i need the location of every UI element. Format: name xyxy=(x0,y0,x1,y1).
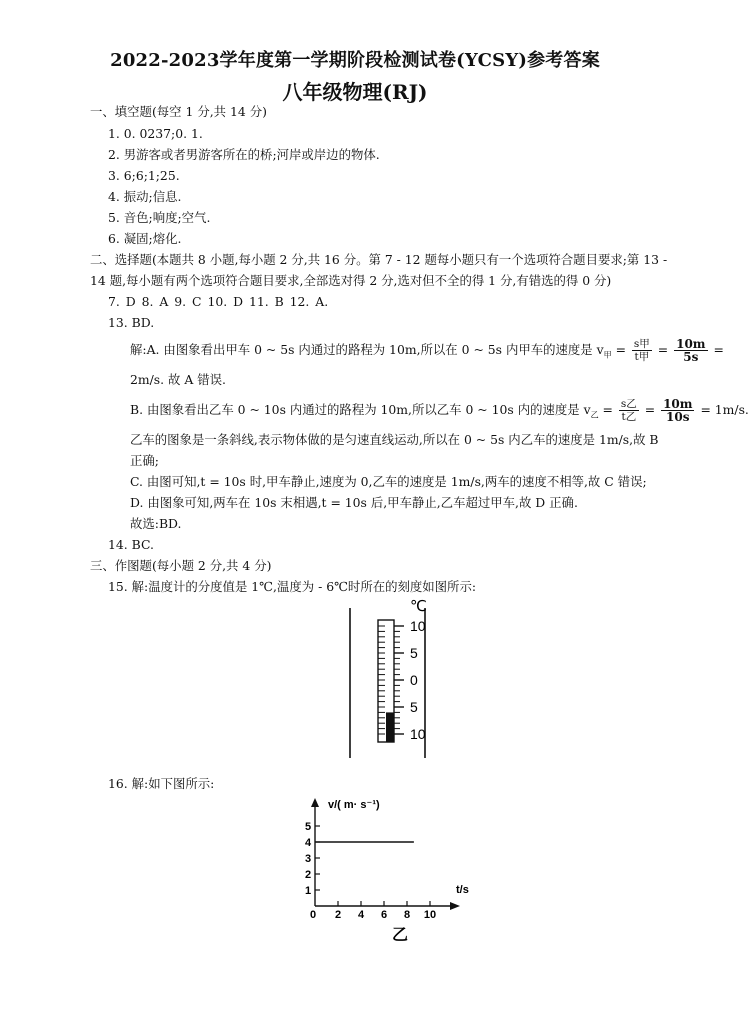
numerator: s乙 xyxy=(620,398,637,410)
y-axis-label: v/( m· s⁻¹) xyxy=(328,799,380,811)
solution-b-line2: 乙车的图象是一条斜线,表示物体做的是匀速直线运动,所以在 0 ~ 5s 内乙车的速度是 1m/s,故 B xyxy=(130,432,659,447)
section3-heading: 三、作图题(每小题 2 分,共 4 分) xyxy=(90,558,272,573)
fraction-10m-over-10s xyxy=(661,398,694,423)
y-tick-label: 4 xyxy=(305,837,312,849)
solution-d: D. 由图象可知,两车在 10s 末相遇,t = 10s 后,甲车静止,乙车超过甲车,故 D 正确. xyxy=(130,495,578,510)
denominator: t乙 xyxy=(621,411,637,423)
x-tick-label: 2 xyxy=(334,909,342,921)
x-tick-label: 8 xyxy=(403,909,411,921)
solution-b-line3: 正确; xyxy=(130,453,159,468)
solution-a-text: 解:A. 由图象看出甲车 0 ~ 5s 内通过的路程为 10m,所以在 0 ~ 5s 内甲车的速度是 v xyxy=(130,342,604,357)
denominator: 10s xyxy=(666,410,690,424)
section2-heading-line2: 14 题,每小题有两个选项符合题目要求,全部选对得 2 分,选对但不全的得 1 分,有错选的得 0 分) xyxy=(90,273,612,288)
document-subtitle: 八年级物理(RJ) xyxy=(282,80,428,104)
answer-5: 5. 音色;响度;空气. xyxy=(108,210,211,225)
scale-label-5: 5 xyxy=(410,645,418,661)
thermometer-liquid-column xyxy=(386,712,394,742)
solution-b-result: = 1m/s. xyxy=(700,402,749,417)
x-tick-label: 4 xyxy=(357,909,365,921)
fraction-s-over-t-yi xyxy=(619,398,639,423)
solution-c: C. 由图可知,t = 10s 时,甲车静止,速度为 0,乙车的速度是 1m/s,两车的速度不相等,故 C 错误; xyxy=(130,474,647,489)
solution-a-line2: 2m/s. 故 A 错误. xyxy=(130,372,226,387)
numerator: s甲 xyxy=(633,338,650,350)
scale-label-minus-10: 10 xyxy=(410,726,426,742)
answer-15: 15. 解:温度计的分度值是 1℃,温度为 - 6℃时所在的刻度如图所示: xyxy=(108,579,477,594)
y-axis-arrow xyxy=(311,798,319,807)
answer-16: 16. 解:如下图所示: xyxy=(108,776,215,791)
graph-caption: 乙 xyxy=(391,927,409,944)
equals: = xyxy=(657,342,669,357)
answer-3: 3. 6;6;1;25. xyxy=(108,168,180,183)
equals: = xyxy=(644,402,656,417)
equals: = xyxy=(615,342,626,357)
section2-heading-line1: 二、选择题(本题共 8 小题,每小题 2 分,共 16 分。第 7 - 12 题每小题只有一个选项符合题目要求;第 13 - xyxy=(90,252,668,267)
velocity-time-graph xyxy=(290,792,480,950)
x-tick-label: 10 xyxy=(423,909,437,921)
denominator: t甲 xyxy=(634,351,650,363)
answer-1: 1. 0. 0237;0. 1. xyxy=(108,126,203,141)
scale-label-0: 0 xyxy=(410,672,418,688)
y-tick-label: 1 xyxy=(305,885,312,897)
section1-heading: 一、填空题(每空 1 分,共 14 分) xyxy=(90,104,267,119)
denominator: 5s xyxy=(683,350,699,364)
scale-label-minus-5: 5 xyxy=(410,699,418,715)
numerator: 10m xyxy=(676,337,706,351)
x-tick-label: 6 xyxy=(380,909,388,921)
sub-jia: 甲 xyxy=(603,350,612,360)
choice-answers: 7. D 8. A 9. C 10. D 11. B 12. A. xyxy=(108,294,329,309)
scale-label-10: 10 xyxy=(410,618,426,634)
answer-14: 14. BC. xyxy=(108,537,154,552)
origin-label: 0 xyxy=(310,909,317,921)
fraction-10m-over-5s xyxy=(674,338,707,363)
answer-6: 6. 凝固;熔化. xyxy=(108,231,182,246)
fraction-s-over-t-jia xyxy=(632,338,652,363)
solution-b-line1 xyxy=(130,396,749,429)
sub-yi: 乙 xyxy=(590,410,599,420)
y-tick-label: 2 xyxy=(305,869,312,881)
answer-2: 2. 男游客或者男游客所在的桥;河岸或岸边的物体. xyxy=(108,147,380,162)
document-title: 2022-2023学年度第一学期阶段检测试卷(YCSY)参考答案 xyxy=(110,50,600,71)
equals: = xyxy=(602,402,613,417)
y-tick-label: 3 xyxy=(305,853,312,865)
equals: = xyxy=(713,342,724,357)
solution-conclusion: 故选:BD. xyxy=(130,516,182,531)
x-axis-arrow xyxy=(450,902,460,910)
thermometer-figure xyxy=(330,596,450,766)
y-tick-label: 5 xyxy=(305,821,312,833)
answer-13: 13. BD. xyxy=(108,315,155,330)
y-axis-ticks xyxy=(305,821,320,897)
solution-a-line1 xyxy=(130,336,724,369)
numerator: 10m xyxy=(663,397,693,411)
solution-b-text: B. 由图象看出乙车 0 ~ 10s 内通过的路程为 10m,所以乙车 0 ~ 10s 内的速度是 v xyxy=(130,402,591,417)
answer-4: 4. 振动;信息. xyxy=(108,189,182,204)
x-axis-ticks xyxy=(335,901,436,921)
thermometer-unit-label: ℃ xyxy=(410,598,427,615)
x-axis-label: t/s xyxy=(456,884,469,896)
